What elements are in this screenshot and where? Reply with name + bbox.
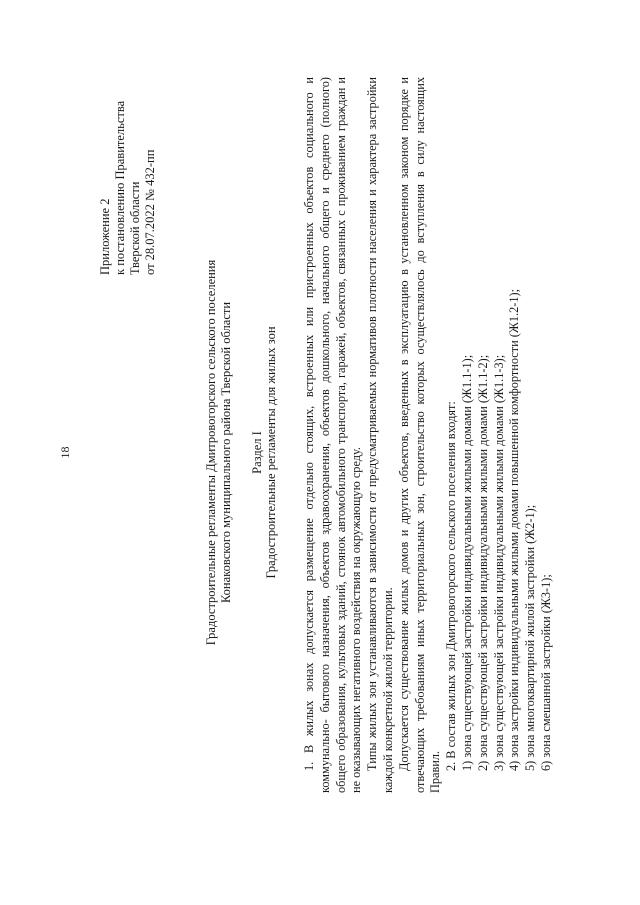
appendix-line-4: от 28.07.2022 № 432-пп: [143, 149, 157, 275]
paragraph-3: Допускается существование жилых домов и других объектов, введенных в эксплуатацию в установленном законом порядке и отвечающих требованиям иных территориальных зон, строительство которых осуществлялось до вступления в силу настоящих Правил.: [396, 77, 443, 793]
list-item: 1) зона существующей застройки индивидуальными жилыми домами (Ж1.1-1);: [459, 354, 474, 771]
paragraph-2: Типы жилых зон устанавливаются в зависимости от предусматриваемых нормативов плотности населения и характера застройки каждой конкретной жилой территории.: [365, 77, 395, 793]
list-item: 5) зона многоквартирной жилой застройки (Ж2-1);: [523, 504, 538, 771]
appendix-line-3: Тверской области: [128, 181, 142, 275]
list-item: 3) зона существующей застройки индивидуальными жилыми домами (Ж1.1-3);: [491, 354, 506, 771]
section-title: Градостроительные регламенты для жилых зон: [264, 326, 278, 579]
appendix-line-2: к постановлению Правительства: [113, 100, 127, 275]
appendix-line-1: Приложение 2: [98, 198, 112, 275]
document-title-line-1: Градостроительные регламенты Дмитровогорского сельского поселения: [204, 259, 218, 646]
appendix-note: [98, 101, 158, 275]
paragraph-1: 1. В жилых зонах допускается размещение отдельно стоящих, встроенных или пристроенных объектов социального и коммунально- бытового назначения, объектов здравоохранения, объектов дошкольного, начального общего и среднего (полного) общего образования, культовых зданий, стоянок автомобильного транспорта, гаражей, объектов, связанных с проживанием граждан и не оказывающих негативного воздействия на окружающую среду.: [302, 77, 364, 793]
section-label: Раздел I: [250, 431, 264, 474]
paragraph-4: 2. В состав жилых зон Дмитровогорского сельского поселения входят:: [444, 401, 459, 771]
page-number: 18: [58, 446, 72, 459]
document-title: [204, 0, 234, 905]
document-title-line-2: Конаковского муниципального района Тверской области: [219, 301, 233, 604]
document-body: [302, 77, 555, 793]
list-item: 4) зона застройки индивидуальными жилыми домами повышенной комфортности (Ж1.2-1);: [507, 288, 522, 771]
zones-list: [460, 77, 555, 793]
list-item: 6) зона смешанной застройки (Ж3-1);: [538, 574, 553, 771]
list-item: 2) зона существующей застройки индивидуальными жилыми домами (Ж1.1-2);: [475, 354, 490, 771]
